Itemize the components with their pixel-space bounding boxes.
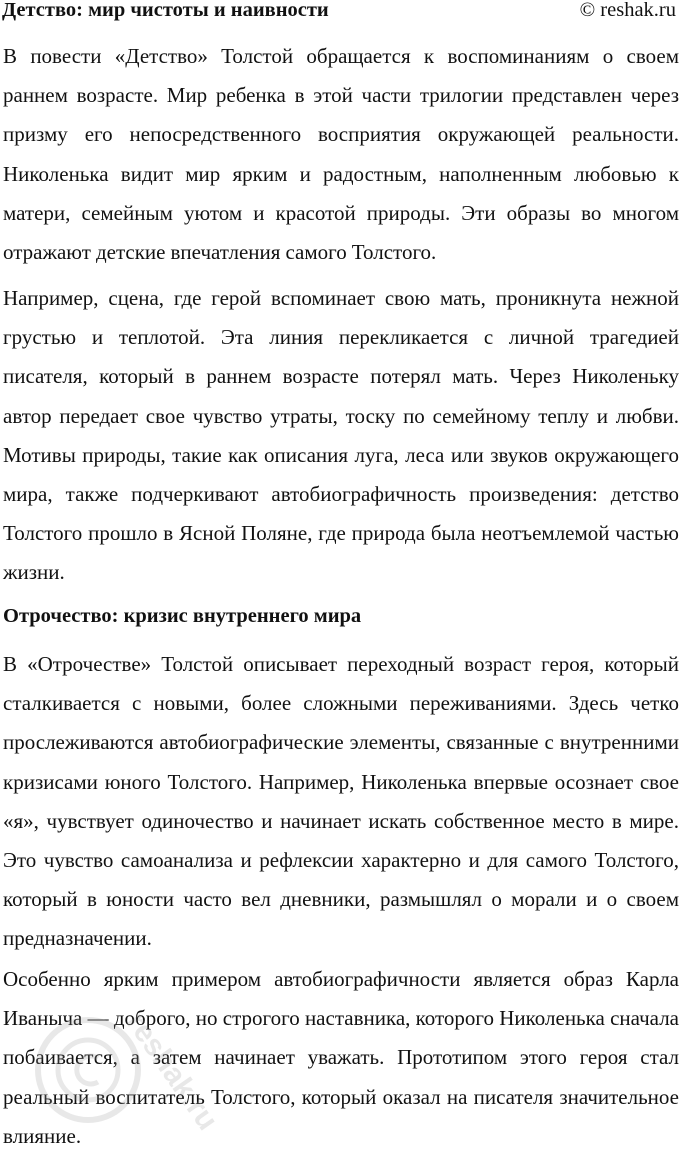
paragraph-adolescence-1: В «Отрочестве» Толстой описывает переходный возраст героя, который сталкивается с новыми, более сложными переживаниями. Здесь четко прослеживаются автобиографические элементы, связанные с внутренними кризисами юного Толстого. Например, Николенька впервые осознает свое «я», чувствует одиночество и начинает искать собственное место в мире. Это чувство самоанализа и рефлексии характерно и для самого Толстого, который в юности часто вел дневники, размышлял о морали и о своем предназначении. xyxy=(3,652,679,951)
paragraph-childhood-2: Например, сцена, где герой вспоминает свою мать, проникнута нежной грустью и теплотой. Эта линия перекликается с личной трагедией писателя, который в раннем возрасте потерял мать. Через Николеньку автор передает свое чувство утраты, тоску по семейному теплу и любви. Мотивы природы, такие как описания луга, леса или звуков окружающего мира, также подчеркивают автобиографичность произведения: детство Толстого прошло в Ясной Поляне, где природа была неотъемлемой частью жизни. xyxy=(3,286,679,585)
section-heading-adolescence: Отрочество: кризис внутреннего мира xyxy=(3,605,362,627)
paragraph-childhood-1: В повести «Детство» Толстой обращается к воспоминаниям о своем раннем возрасте. Мир ребенка в этой части трилогии представлен через призму его непосредственного восприятия окружающей реальности. Николенька видит мир ярким и радостным, наполненным любовью к матери, семейным уютом и красотой природы. Эти образы во многом отражают детские впечатления самого Толстого. xyxy=(3,44,679,265)
paragraph-adolescence-2: Особенно ярким примером автобиографичности является образ Карла Иваныча — доброго, но строгого наставника, которого Николенька сначала побаивается, а затем начинает уважать. Прототипом этого героя стал реальный воспитатель Толстого, который оказал на писателя значительное влияние. xyxy=(3,967,679,1148)
copyright-label: © reshak.ru xyxy=(579,0,676,21)
header-row xyxy=(2,0,678,24)
section-heading-childhood: Детство: мир чистоты и наивности xyxy=(2,0,329,21)
svg-text:reshak.ru: reshak.ru xyxy=(119,1006,225,1137)
